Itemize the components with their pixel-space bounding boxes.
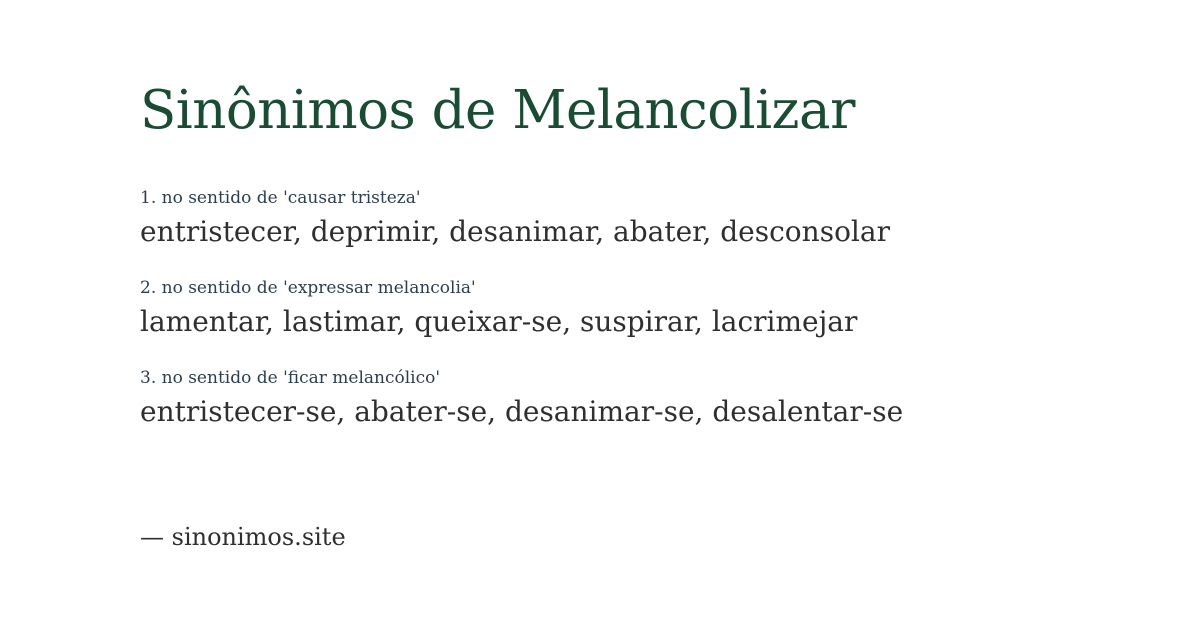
- synonyms-line: entristecer-se, abater-se, desanimar-se, desalentar-se: [140, 395, 904, 429]
- sense-label: 3. no sentido de 'ficar melancólico': [140, 368, 441, 389]
- sense-group-2: [140, 276, 1140, 341]
- page-title: Sinônimos de Melancolizar: [140, 80, 855, 141]
- synonyms-line: entristecer, deprimir, desanimar, abater, desconsolar: [140, 215, 890, 249]
- footer-attribution: — sinonimos.site: [140, 523, 346, 552]
- sense-group-1: [140, 186, 1140, 251]
- synonyms-line: lamentar, lastimar, queixar-se, suspirar, lacrimejar: [140, 305, 858, 339]
- sense-label: 1. no sentido de 'causar tristeza': [140, 188, 421, 209]
- sense-group-3: [140, 366, 1140, 431]
- sense-label: 2. no sentido de 'expressar melancolia': [140, 278, 476, 299]
